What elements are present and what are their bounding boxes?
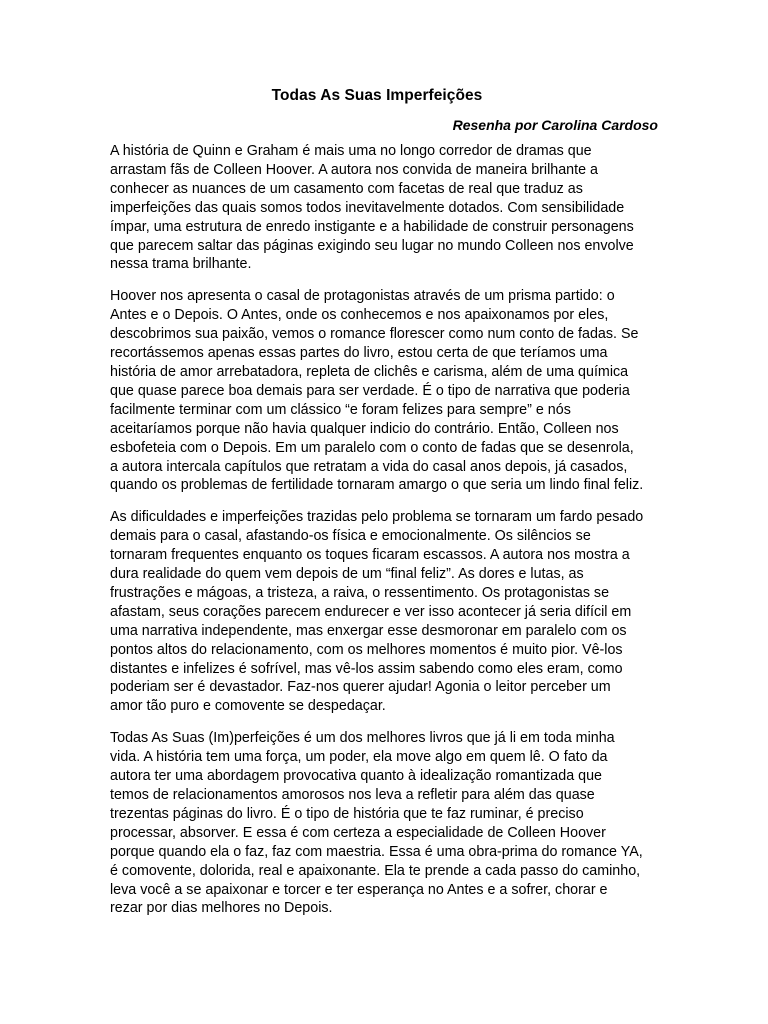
paragraph-2: Hoover nos apresenta o casal de protagonistas através de um prisma partido: o Antes e o Depois. O Antes, onde os conhecemos e nos apaixonamos por eles, descobrimos sua paixão, vemos o romance florescer como num conto de fadas. Se recortássemos apenas essas partes do livro, estou certa de que teríamos uma história de amor arrebatadora, repleta de clichês e carisma, além de uma química que quase parece boa demais para ser verdade. É o tipo de narrativa que poderia facilmente terminar com um clássico “e foram felizes para sempre” e nós aceitaríamos porque não havia qualquer indicio do contrário. Então, Colleen nos esbofeteia com o Depois. Em um paralelo com o conto de fadas que se desenrola, a autora intercala capítulos que retratam a vida do casal anos depois, já casados, quando os problemas de fertilidade tornaram amargo o que seria um lindo final feliz. [110,288,644,494]
document-page [110,86,658,918]
document-title: Todas As Suas Imperfeições [271,87,483,104]
review-byline: Resenha por Carolina Cardoso [452,117,658,133]
paragraph-3: As dificuldades e imperfeições trazidas pelo problema se tornaram um fardo pesado demais para o casal, afastando-os física e emocionalmente. Os silêncios se tornaram frequentes enquanto os toques ficaram escassos. A autora nos mostra a dura realidade do quem vem depois de um “final feliz”. As dores e lutas, as frustrações e mágoas, a tristeza, a raiva, o ressentimento. Os protagonistas se afastam, seus corações parecem endurecer e ver isso acontecer já seria difícil em uma narrativa independente, mas enxergar esse desmoronar em paralelo com os pontos altos do relacionamento, com os melhores momentos é muito pior. Vê-los distantes e infelizes é sofrível, mas vê-los assim sabendo como eles eram, como poderiam ser é devastador. Faz-nos querer ajudar! Agonia o leitor perceber um amor tão puro e comovente se despedaçar. [110,509,644,715]
paragraph-4: Todas As Suas (Im)perfeições é um dos melhores livros que já li em toda minha vida. A história tem uma força, um poder, ela move algo em quem lê. O fato da autora ter uma abordagem provocativa quanto à idealização romantizada que temos de relacionamentos amorosos nos leva a refletir para além das quase trezentas páginas do livro. É o tipo de história que te faz ruminar, é preciso processar, absorver. E essa é com certeza a especialidade de Colleen Hoover porque quando ela o faz, faz com maestria. Essa é uma obra-prima do romance YA, é comovente, dolorida, real e apaixonante. Ela te prende a cada passo do caminho, leva você a se apaixonar e torcer e ter esperança no Antes e a sofrer, chorar e rezar por dias melhores no Depois. [110,730,643,917]
paragraph-1: A história de Quinn e Graham é mais uma no longo corredor de dramas que arrastam fãs de Colleen Hoover. A autora nos convida de maneira brilhante a conhecer as nuances de um casamento com facetas de real que traduz as imperfeições das quais somos todos inevitavelmente dotados. Com sensibilidade ímpar, uma estrutura de enredo instigante e a habilidade de construir personagens que parecem saltar das páginas exigindo seu lugar no mundo Colleen nos envolve nessa trama brilhante. [110,143,634,273]
